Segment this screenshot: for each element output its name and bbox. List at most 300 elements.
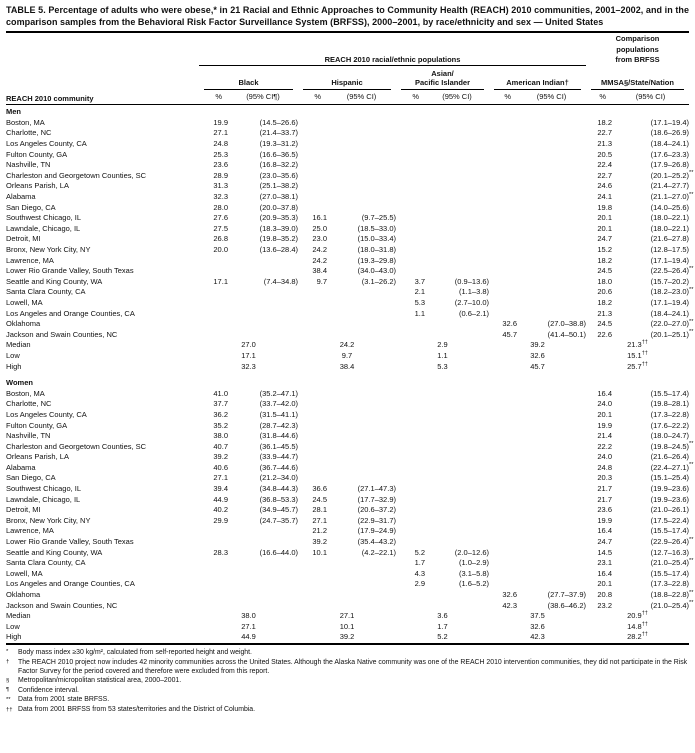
ci-cell: (17.1–19.4) [650, 255, 690, 265]
pct-cell: 38.0 [213, 431, 228, 441]
pct-cell: 28.1 [312, 505, 327, 515]
ci-cell: (21.6–26.4) [650, 452, 690, 462]
ci-cell: (36.8–53.3) [259, 494, 298, 504]
summary-value-cell: 39.2 [530, 340, 545, 350]
ci-cell: (27.0–38.8) [547, 319, 586, 329]
ci-cell: (22.9–26.4)** [650, 536, 694, 547]
ci-cell [327, 330, 396, 341]
community-cell: Median [6, 340, 31, 350]
pct-cell [396, 234, 425, 245]
pct-cell [396, 118, 425, 129]
pct-cell: 29.9 [213, 515, 228, 525]
pct-cell [199, 579, 228, 590]
community-cell: Seattle and King County, WA [6, 547, 103, 557]
ci-cell [517, 516, 586, 527]
pct-cell [396, 590, 425, 601]
pct-cell [298, 473, 327, 484]
pct-cell: 21.7 [597, 484, 612, 494]
summary-value-cell: 3.6 [437, 611, 448, 621]
ci-cell [425, 410, 489, 421]
pct-cell [396, 150, 425, 161]
pct-cell [489, 537, 517, 548]
summary-row [6, 351, 689, 362]
community-cell: Nashville, TN [6, 160, 51, 170]
ci-cell: (17.3–22.8) [650, 579, 690, 589]
summary-value-cell: 1.1 [437, 350, 448, 360]
footnote-marker: †† [641, 350, 648, 357]
table-row [6, 516, 689, 527]
ci-cell: (1.6–5.2) [458, 579, 489, 589]
pct-cell: 24.8 [213, 139, 228, 149]
pct-cell [199, 558, 228, 569]
ci-cell [425, 139, 489, 150]
pct-cell: 4.3 [414, 568, 425, 578]
pct-cell: 32.6 [502, 319, 517, 329]
ci-cell [517, 224, 586, 235]
ci-cell [327, 298, 396, 309]
comparison-line: from BRFSS [615, 55, 660, 65]
community-cell: Jackson and Swain Counties, NC [6, 600, 118, 610]
ci-cell [228, 309, 298, 320]
pct-cell [298, 150, 327, 161]
summary-value-cell: 42.3 [530, 632, 545, 642]
pct-cell [199, 590, 228, 601]
ci-cell: (0.6–2.1) [458, 308, 489, 318]
footnote-marker: †† [6, 706, 13, 713]
summary-value-cell: 14.8†† [627, 621, 648, 631]
pct-cell [298, 442, 327, 453]
ci-cell [425, 192, 489, 203]
pct-cell: 22.7 [597, 128, 612, 138]
community-cell: Bronx, New York City, NY [6, 245, 91, 254]
pct-cell: 42.3 [502, 600, 517, 610]
summary-row [6, 622, 689, 633]
ci-cell [327, 558, 396, 569]
ci-cell [425, 171, 489, 182]
table-row [6, 601, 689, 612]
community-cell: Boston, MA [6, 388, 45, 398]
ci-cell: (20.6–37.2) [357, 505, 396, 515]
ci-cell [327, 309, 396, 320]
pct-cell: 28.3 [213, 547, 228, 557]
community-cell: Los Angeles and Orange Counties, CA [6, 579, 135, 589]
ci-cell: (14.0–25.6) [650, 202, 690, 212]
pct-cell [489, 203, 517, 214]
pct-cell [489, 287, 517, 298]
ci-cell [327, 128, 396, 139]
ci-cell [517, 118, 586, 129]
pct-cell: 20.1 [597, 213, 612, 223]
ci-cell: (18.8–22.8)** [650, 589, 694, 599]
community-cell: Oklahoma [6, 590, 41, 599]
ci-cell [327, 160, 396, 171]
pct-cell [298, 139, 327, 150]
community-cell: Los Angeles County, CA [6, 139, 87, 149]
footnote [6, 686, 689, 696]
footnote-marker: †† [641, 621, 648, 628]
ci-cell: (36.1–45.5) [259, 441, 298, 451]
pct-cell: 24.5 [597, 266, 612, 276]
ci-cell [327, 150, 396, 161]
ci-cell [327, 569, 396, 580]
table-row [6, 139, 689, 150]
table-row [6, 171, 689, 182]
pct-cell [396, 431, 425, 442]
comparison-line: populations [616, 44, 659, 54]
table-row [6, 192, 689, 203]
community-cell: Low [6, 350, 20, 360]
ci-cell: (34.0–43.0) [357, 266, 396, 276]
ci-cell: (19.9–23.6) [650, 494, 690, 504]
pct-cell [396, 601, 425, 612]
ci-cell [425, 526, 489, 537]
summary-value-cell: 17.1 [241, 350, 256, 360]
section-row [6, 372, 689, 389]
pct-cell: 35.2 [213, 420, 228, 430]
ci-cell [517, 309, 586, 320]
community-cell: San Diego, CA [6, 202, 56, 212]
pct-cell [489, 389, 517, 400]
ci-cell [517, 160, 586, 171]
ci-cell [425, 266, 489, 277]
ci-cell: (22.0–27.0)** [650, 318, 694, 329]
pct-cell [396, 399, 425, 410]
pct-cell: 24.5 [312, 494, 327, 504]
pct-cell: 15.2 [597, 245, 612, 254]
pct-cell: 18.2 [597, 297, 612, 307]
community-cell: Charlotte, NC [6, 128, 52, 138]
ci-cell: (21.4–27.7) [650, 181, 690, 191]
community-cell: Charlotte, NC [6, 399, 52, 409]
summary-value-cell: 32.3 [241, 361, 256, 371]
summary-value-cell: 27.0 [241, 340, 256, 350]
ci-cell [517, 537, 586, 548]
pct-cell: 21.4 [597, 431, 612, 441]
ci-cell [425, 389, 489, 400]
pct-cell [298, 298, 327, 309]
pct-cell: 21.7 [597, 494, 612, 504]
ci-cell [327, 442, 396, 453]
ci-cell: (27.7–37.9) [547, 590, 586, 599]
table-row [6, 245, 689, 256]
pct-cell: 16.4 [597, 526, 612, 536]
community-cell: High [6, 632, 22, 642]
ci-cell: (1.1–3.8) [458, 287, 489, 297]
ci-cell [517, 245, 586, 256]
pct-cell: 19.9 [597, 515, 612, 525]
footnote-text: Body mass index ≥30 kg/m², calculated from self-reported height and weight. [18, 648, 252, 656]
summary-value-cell: 44.9 [241, 632, 256, 642]
pct-cell: 2.9 [414, 579, 425, 589]
table-row [6, 118, 689, 129]
footnote [6, 705, 689, 715]
column-group-comparison-brfss [586, 34, 689, 66]
ci-cell [425, 421, 489, 432]
ci-cell [425, 452, 489, 463]
ci-cell [228, 537, 298, 548]
pct-cell [489, 224, 517, 235]
footnote-marker: ¶ [6, 687, 10, 694]
ci-cell: (22.9–31.7) [357, 515, 396, 525]
pct-cell: 21.3 [597, 308, 612, 318]
pct-cell [489, 399, 517, 410]
group-label: Hispanic [303, 78, 391, 89]
pct-cell [489, 160, 517, 171]
community-cell: Charleston and Georgetown Counties, SC [6, 441, 147, 451]
pct-cell: 18.2 [597, 255, 612, 265]
summary-value-cell: 37.5 [530, 611, 545, 621]
pct-cell: 23.0 [312, 234, 327, 244]
group-label: MMSA§/State/Nation [591, 78, 684, 89]
ci-cell: (13.6–28.4) [259, 245, 298, 254]
pct-cell: 41.0 [213, 388, 228, 398]
table-row [6, 590, 689, 601]
pct-cell [396, 139, 425, 150]
table-row [6, 298, 689, 309]
pct-cell [298, 452, 327, 463]
community-cell: Lawrence, MA [6, 526, 54, 536]
ci-cell [517, 526, 586, 537]
pct-cell [489, 452, 517, 463]
ci-cell [327, 410, 396, 421]
pct-cell [489, 558, 517, 569]
ci-cell: (15.7–20.2) [650, 276, 690, 286]
pct-cell [489, 171, 517, 182]
pct-cell: 21.2 [312, 526, 327, 536]
footnote-text: Confidence interval. [18, 686, 79, 694]
pct-cell: 28.0 [213, 202, 228, 212]
footnote-marker: †† [641, 339, 648, 346]
ci-cell [517, 192, 586, 203]
footnote-text: Data from 2001 state BRFSS. [18, 696, 110, 704]
pct-cell [396, 410, 425, 421]
pct-cell [298, 128, 327, 139]
ci-cell: (0.9–13.6) [454, 276, 489, 286]
ci-cell [517, 234, 586, 245]
pct-cell [298, 192, 327, 203]
ci-cell [517, 266, 586, 277]
ci-cell: (27.1–47.3) [357, 484, 396, 494]
pct-cell [298, 171, 327, 182]
pct-cell [489, 569, 517, 580]
pct-cell: 27.5 [213, 223, 228, 233]
summary-value-cell: 10.1 [339, 621, 355, 631]
ci-cell [517, 139, 586, 150]
column-header-community: REACH 2010 community [6, 34, 199, 105]
table-row [6, 330, 689, 341]
ci-cell: (17.7–32.9) [357, 494, 396, 504]
pct-cell [489, 181, 517, 192]
table-row [6, 558, 689, 569]
ci-cell: (35.4–43.2) [357, 537, 396, 547]
ci-cell: (31.5–41.1) [259, 409, 298, 419]
pct-cell [298, 601, 327, 612]
pct-cell: 40.6 [213, 462, 228, 472]
pct-cell [489, 431, 517, 442]
community-cell: Lawndale, Chicago, IL [6, 494, 81, 504]
community-cell: Lowell, MA [6, 568, 43, 578]
pct-cell [489, 505, 517, 516]
pct-cell: 24.7 [597, 234, 612, 244]
pct-cell [489, 421, 517, 432]
pct-cell: 23.1 [597, 558, 612, 568]
table-row [6, 421, 689, 432]
pct-cell [298, 287, 327, 298]
ci-cell: (16.8–32.2) [259, 160, 298, 170]
ci-cell: (15.1–25.4) [650, 473, 690, 483]
pct-cell [489, 526, 517, 537]
ci-cell [425, 256, 489, 267]
ci-cell [517, 181, 586, 192]
pct-cell: 24.7 [597, 537, 612, 547]
ci-cell [517, 569, 586, 580]
community-cell: Fulton County, GA [6, 420, 68, 430]
ci-cell: (12.8–17.5) [650, 245, 690, 254]
footnote-marker: †† [641, 631, 648, 638]
pct-cell [396, 516, 425, 527]
pct-cell: 20.8 [597, 590, 612, 599]
pct-cell [396, 505, 425, 516]
ci-cell: (19.9–23.6) [650, 484, 690, 494]
ci-cell: (20.1–25.1)** [650, 329, 694, 339]
pct-cell [489, 277, 517, 288]
ci-cell [327, 192, 396, 203]
pct-cell: 32.6 [502, 590, 517, 599]
pct-cell [199, 526, 228, 537]
ci-cell: (33.9–44.7) [259, 452, 298, 462]
community-cell: Detroit, MI [6, 505, 41, 515]
pct-cell: 20.0 [213, 245, 228, 254]
community-cell: Alabama [6, 192, 36, 202]
pct-cell: 16.1 [312, 213, 327, 223]
community-cell: Alabama [6, 462, 36, 472]
pct-cell [298, 160, 327, 171]
table-row [6, 128, 689, 139]
ci-cell: (7.4–34.8) [263, 276, 298, 286]
community-cell: Lower Rio Grande Valley, South Texas [6, 537, 134, 547]
pct-cell: 38.4 [312, 266, 327, 276]
ci-cell [228, 590, 298, 601]
pct-cell: 9.7 [316, 276, 327, 286]
community-cell: Los Angeles County, CA [6, 409, 87, 419]
ci-cell: (23.0–35.6) [259, 170, 298, 180]
ci-cell [425, 442, 489, 453]
ci-cell [425, 245, 489, 256]
table-row [6, 213, 689, 224]
pct-cell [489, 234, 517, 245]
table-row [6, 389, 689, 400]
summary-row [6, 611, 689, 622]
ci-cell [327, 181, 396, 192]
ci-cell: (18.4–24.1) [650, 139, 690, 149]
table-row [6, 277, 689, 288]
pct-cell: 20.5 [597, 149, 612, 159]
pct-cell [396, 192, 425, 203]
ci-cell: (21.1–27.0)** [650, 191, 694, 202]
ci-cell: (38.6–46.2) [547, 600, 586, 610]
ci-cell [228, 256, 298, 267]
pct-cell [396, 473, 425, 484]
ci-cell: (18.6–26.9) [650, 128, 690, 138]
ci-cell: (1.0–2.9) [458, 558, 489, 568]
community-cell: Jackson and Swain Counties, NC [6, 329, 118, 339]
pct-cell: 27.1 [213, 128, 228, 138]
ci-cell [517, 277, 586, 288]
ci-cell [517, 256, 586, 267]
community-cell: Oklahoma [6, 319, 41, 329]
pct-cell [396, 213, 425, 224]
ci-cell [327, 452, 396, 463]
footnote-text: Data from 2001 BRFSS from 53 states/territories and the District of Columbia. [18, 706, 256, 714]
pct-cell: 32.3 [213, 192, 228, 202]
summary-value-cell: 2.9 [437, 340, 448, 350]
ci-cell: (16.6–36.5) [259, 149, 298, 159]
ci-cell [517, 399, 586, 410]
pct-cell [199, 298, 228, 309]
ci-cell: (20.0–37.8) [259, 202, 298, 212]
ci-cell [517, 410, 586, 421]
ci-cell: (21.0–25.4)** [650, 600, 694, 610]
ci-header: (95% CI) [612, 90, 689, 105]
summary-value-cell: 21.3†† [627, 339, 648, 350]
ci-header: (95% CI) [517, 90, 586, 105]
ci-cell: (17.9–24.9) [357, 526, 396, 536]
pct-cell: 20.1 [597, 223, 612, 233]
pct-cell [298, 309, 327, 320]
community-cell: High [6, 361, 22, 371]
table-row [6, 234, 689, 245]
pct-cell: 40.7 [213, 441, 228, 451]
ci-cell [327, 399, 396, 410]
pct-cell: 28.9 [213, 170, 228, 180]
ci-header: (95% CI) [327, 90, 396, 105]
community-cell: Lowell, MA [6, 297, 43, 307]
table-row [6, 484, 689, 495]
table-row [6, 431, 689, 442]
ci-cell [228, 330, 298, 341]
pct-cell: 1.7 [414, 558, 425, 568]
ci-cell [327, 463, 396, 474]
footnote-marker: * [6, 649, 9, 656]
community-cell: Nashville, TN [6, 431, 51, 441]
pct-cell: 24.0 [597, 399, 612, 409]
table-row [6, 579, 689, 590]
pct-cell: 16.4 [597, 568, 612, 578]
pct-cell [489, 118, 517, 129]
ci-cell [425, 234, 489, 245]
ci-cell [425, 160, 489, 171]
summary-value-cell: 9.7 [341, 350, 353, 360]
pct-cell [396, 389, 425, 400]
ci-cell [327, 203, 396, 214]
pct-cell [396, 495, 425, 506]
ci-cell: (2.0–12.6) [454, 547, 489, 557]
table-row [6, 463, 689, 474]
pct-cell [199, 569, 228, 580]
pct-header: % [396, 90, 425, 105]
section-label: Women [6, 378, 33, 388]
ci-cell: (17.1–19.4) [650, 297, 690, 307]
comparison-line: Comparison [615, 34, 660, 43]
column-header-hispanic [298, 66, 396, 90]
ci-cell: (19.8–28.1) [650, 399, 690, 409]
pct-cell: 22.2 [597, 441, 612, 451]
pct-cell: 20.6 [597, 287, 612, 297]
ci-cell [517, 298, 586, 309]
community-cell: Orleans Parish, LA [6, 452, 69, 462]
pct-cell: 36.2 [213, 409, 228, 419]
ci-cell: (20.1–25.2)** [650, 170, 694, 180]
